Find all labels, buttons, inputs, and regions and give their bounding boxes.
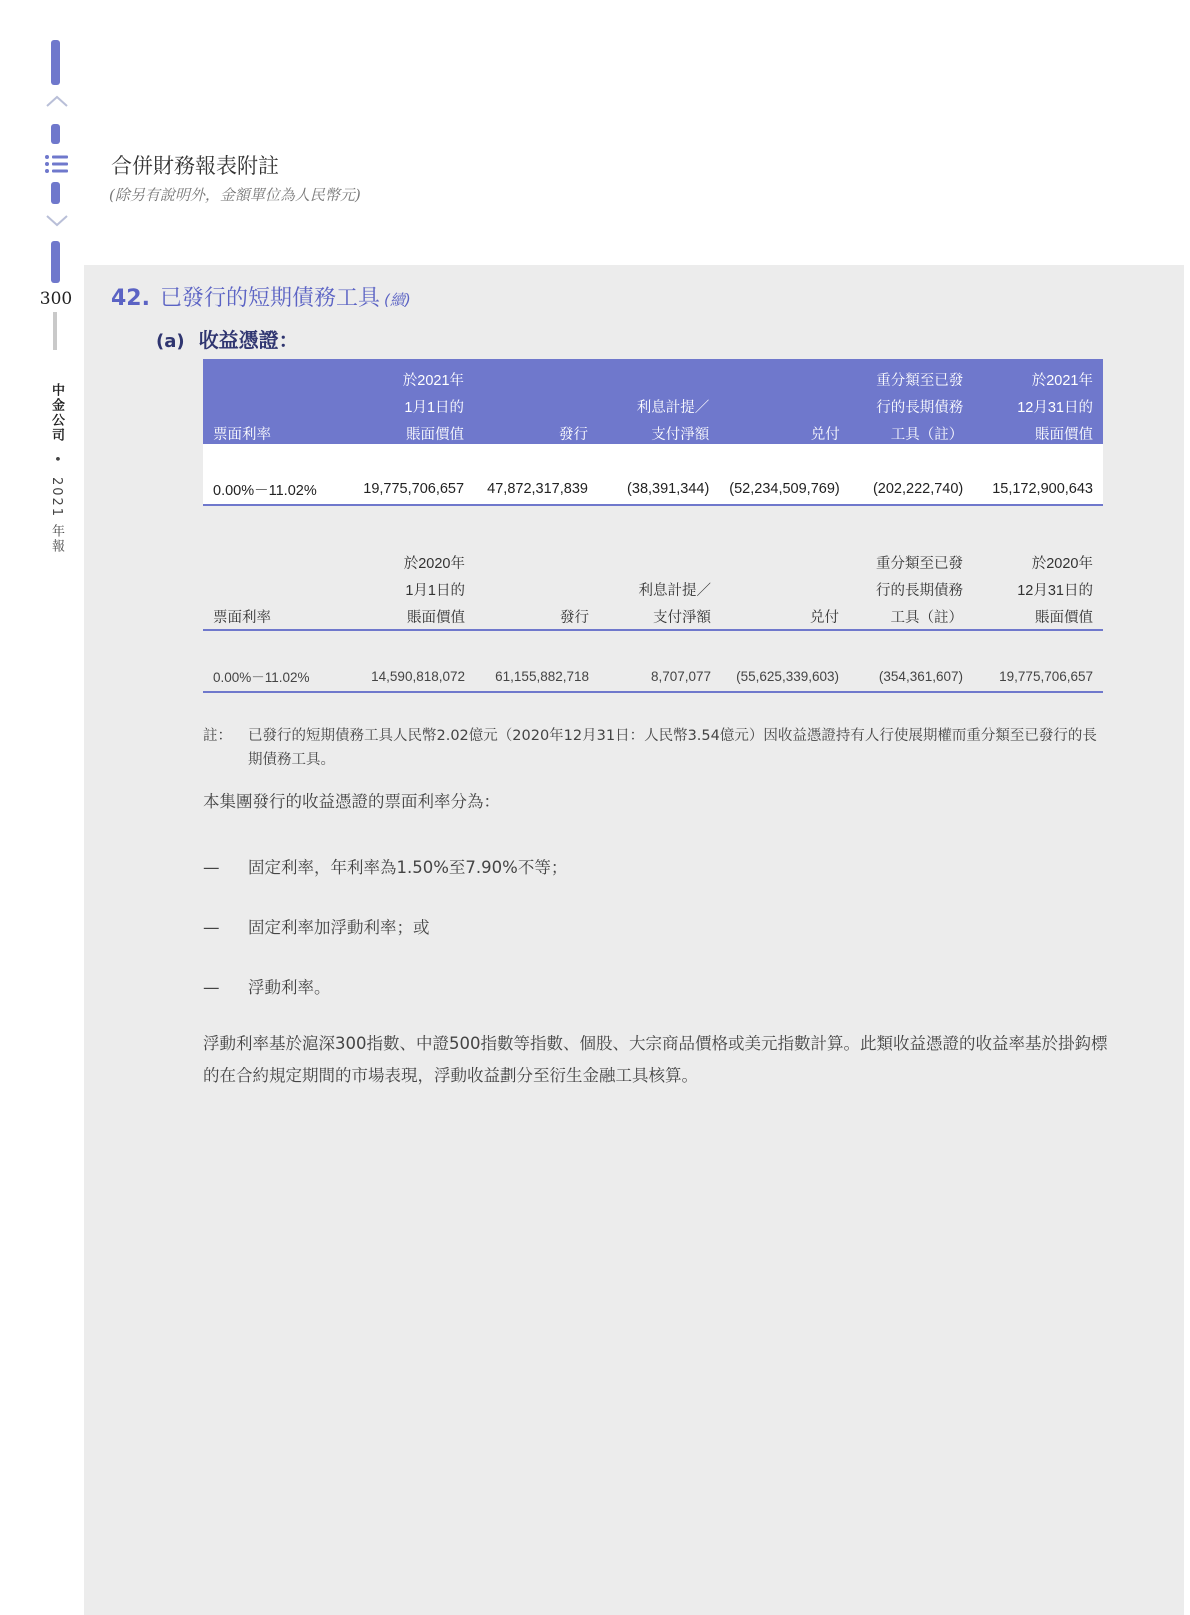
table-cell: (55,625,339,603) bbox=[721, 661, 849, 692]
footnote-label: 註： bbox=[203, 728, 232, 744]
header-cell: 於2021年 bbox=[973, 359, 1103, 390]
table-cell: 61,155,882,718 bbox=[475, 661, 599, 692]
sidebar-bar-bottom bbox=[51, 241, 60, 283]
list-item bbox=[203, 914, 430, 938]
header-cell: 1月1日的 bbox=[348, 390, 474, 417]
table-cell: (354,361,607) bbox=[849, 661, 973, 692]
header-cell bbox=[475, 546, 599, 573]
header-cell bbox=[598, 359, 719, 390]
header-cell bbox=[721, 546, 849, 573]
header-cell: 於2021年 bbox=[348, 359, 474, 390]
header-cell: 行的長期債務 bbox=[876, 583, 963, 599]
header-cell: 兑付 bbox=[721, 600, 849, 630]
header-cell: 兑付 bbox=[719, 417, 849, 444]
page-number: 300 bbox=[39, 289, 73, 309]
table-2021-header-row bbox=[203, 390, 1103, 417]
header-cell: 12月31日的 bbox=[1017, 583, 1093, 599]
list-item-text: 固定利率，年利率為1.50%至7.90%不等； bbox=[248, 858, 568, 877]
table-cell: (38,391,344) bbox=[598, 474, 719, 505]
header-cell bbox=[203, 546, 349, 573]
sidebar-bar-top bbox=[51, 40, 60, 85]
closing-paragraph: 浮動利率基於滬深300指數、中證500指數等指數、個股、大宗商品價格或美元指數計算。此類收益憑證的收益率基於掛鈎標的在合約規定期間的市場表現，浮動收益劃分至衍生金融工具核算。 bbox=[203, 1034, 1108, 1085]
header-cell: 重分類至已發 bbox=[850, 359, 974, 390]
brand-name: 中金公司 bbox=[49, 383, 64, 443]
sidebar-bar-lower bbox=[51, 182, 60, 204]
header-cell bbox=[719, 359, 849, 390]
table-cell: 14,590,818,072 bbox=[349, 661, 475, 692]
table-cell: 0.00%－11.02% bbox=[203, 474, 348, 505]
chevron-down-icon[interactable] bbox=[45, 214, 69, 230]
header-cell bbox=[474, 390, 598, 417]
header-cell bbox=[203, 390, 348, 417]
list-menu-icon[interactable] bbox=[44, 154, 70, 174]
table-row bbox=[203, 661, 1103, 692]
bullet-dash: — bbox=[203, 918, 220, 937]
report-caption bbox=[48, 383, 66, 554]
table-spacer-row bbox=[203, 630, 1103, 661]
section-number: 42. bbox=[111, 286, 150, 311]
header-cell: 12月31日的 bbox=[973, 390, 1103, 417]
header-cell bbox=[474, 359, 598, 390]
header-cell bbox=[203, 359, 348, 390]
subsection-title: 收益憑證： bbox=[198, 328, 299, 352]
list-item-text: 浮動利率。 bbox=[248, 978, 331, 997]
header-cell bbox=[721, 573, 849, 600]
table-row bbox=[203, 474, 1103, 505]
table-cell: (202,222,740) bbox=[850, 474, 974, 505]
report-name: 2021 年報 bbox=[49, 476, 64, 555]
header-cell: 重分類至已發 bbox=[876, 556, 963, 572]
header-cell: 支付淨額 bbox=[598, 417, 719, 444]
header-cell bbox=[475, 573, 599, 600]
header-cell: 利息計提／ bbox=[598, 390, 719, 417]
header-cell: 利息計提／ bbox=[638, 583, 711, 599]
subsection-heading bbox=[156, 324, 299, 353]
table-2020-header-row bbox=[203, 600, 1103, 630]
table-cell: 8,707,077 bbox=[599, 661, 721, 692]
list-item bbox=[203, 854, 567, 878]
header-cell: 賬面價值 bbox=[973, 600, 1103, 630]
header-cell: 1月1日的 bbox=[405, 583, 465, 599]
document-subtitle: (除另有說明外，金額單位為人民幣元) bbox=[109, 186, 361, 204]
document-title: 合併財務報表附註 bbox=[111, 154, 279, 178]
header-cell: 發行 bbox=[475, 600, 599, 630]
table-spacer-row bbox=[203, 444, 1103, 474]
header-cell: 票面利率 bbox=[203, 417, 348, 444]
table-cell: 19,775,706,657 bbox=[973, 661, 1103, 692]
header-cell: 賬面價值 bbox=[349, 600, 475, 630]
list-item-text: 固定利率加浮動利率；或 bbox=[248, 918, 430, 937]
section-title: 已發行的短期債務工具 bbox=[159, 286, 380, 311]
table-cell: 0.00%－11.02% bbox=[203, 661, 349, 692]
table-2021-header-row bbox=[203, 359, 1103, 390]
header-cell: 於2020年 bbox=[403, 556, 465, 572]
table-cell: 47,872,317,839 bbox=[474, 474, 598, 505]
table-cell: 19,775,706,657 bbox=[348, 474, 474, 505]
section-continued: (續) bbox=[384, 291, 411, 309]
header-cell: 賬面價值 bbox=[348, 417, 474, 444]
sidebar-bar-upper bbox=[51, 124, 60, 144]
table-2021-header-row bbox=[203, 417, 1103, 444]
list-item bbox=[203, 974, 331, 998]
bullet-dash: — bbox=[203, 978, 220, 997]
header-cell: 票面利率 bbox=[203, 600, 349, 630]
subsection-letter: (a) bbox=[156, 331, 185, 352]
table-2020-header-row bbox=[203, 573, 1103, 600]
header-cell: 賬面價值 bbox=[973, 417, 1103, 444]
table-cell: (52,234,509,769) bbox=[719, 474, 849, 505]
intro-paragraph: 本集團發行的收益憑證的票面利率分為： bbox=[203, 792, 500, 811]
table-2020-header-row bbox=[203, 546, 1103, 573]
chevron-up-icon[interactable] bbox=[45, 94, 69, 110]
header-cell bbox=[203, 573, 349, 600]
header-cell bbox=[719, 390, 849, 417]
header-cell: 工具（註） bbox=[849, 600, 973, 630]
page-number-rule bbox=[53, 312, 57, 350]
header-cell bbox=[599, 546, 721, 573]
header-cell: 行的長期債務 bbox=[850, 390, 974, 417]
header-cell: 於2020年 bbox=[1031, 556, 1093, 572]
section-heading bbox=[111, 281, 411, 312]
header-cell: 支付淨額 bbox=[599, 600, 721, 630]
table-footnote bbox=[203, 724, 1103, 772]
table-2020 bbox=[203, 546, 1103, 693]
header-cell: 發行 bbox=[474, 417, 598, 444]
footnote-text: 已發行的短期債務工具人民幣2.02億元（2020年12月31日：人民幣3.54億元）因收益憑證持有人行使展期權而重分類至已發行的長期債務工具。 bbox=[248, 728, 1097, 768]
bullet-dash: — bbox=[203, 858, 220, 877]
table-cell: 15,172,900,643 bbox=[973, 474, 1103, 505]
table-2021 bbox=[203, 359, 1103, 506]
caption-separator: • bbox=[49, 455, 64, 465]
header-cell: 工具（註） bbox=[850, 417, 974, 444]
